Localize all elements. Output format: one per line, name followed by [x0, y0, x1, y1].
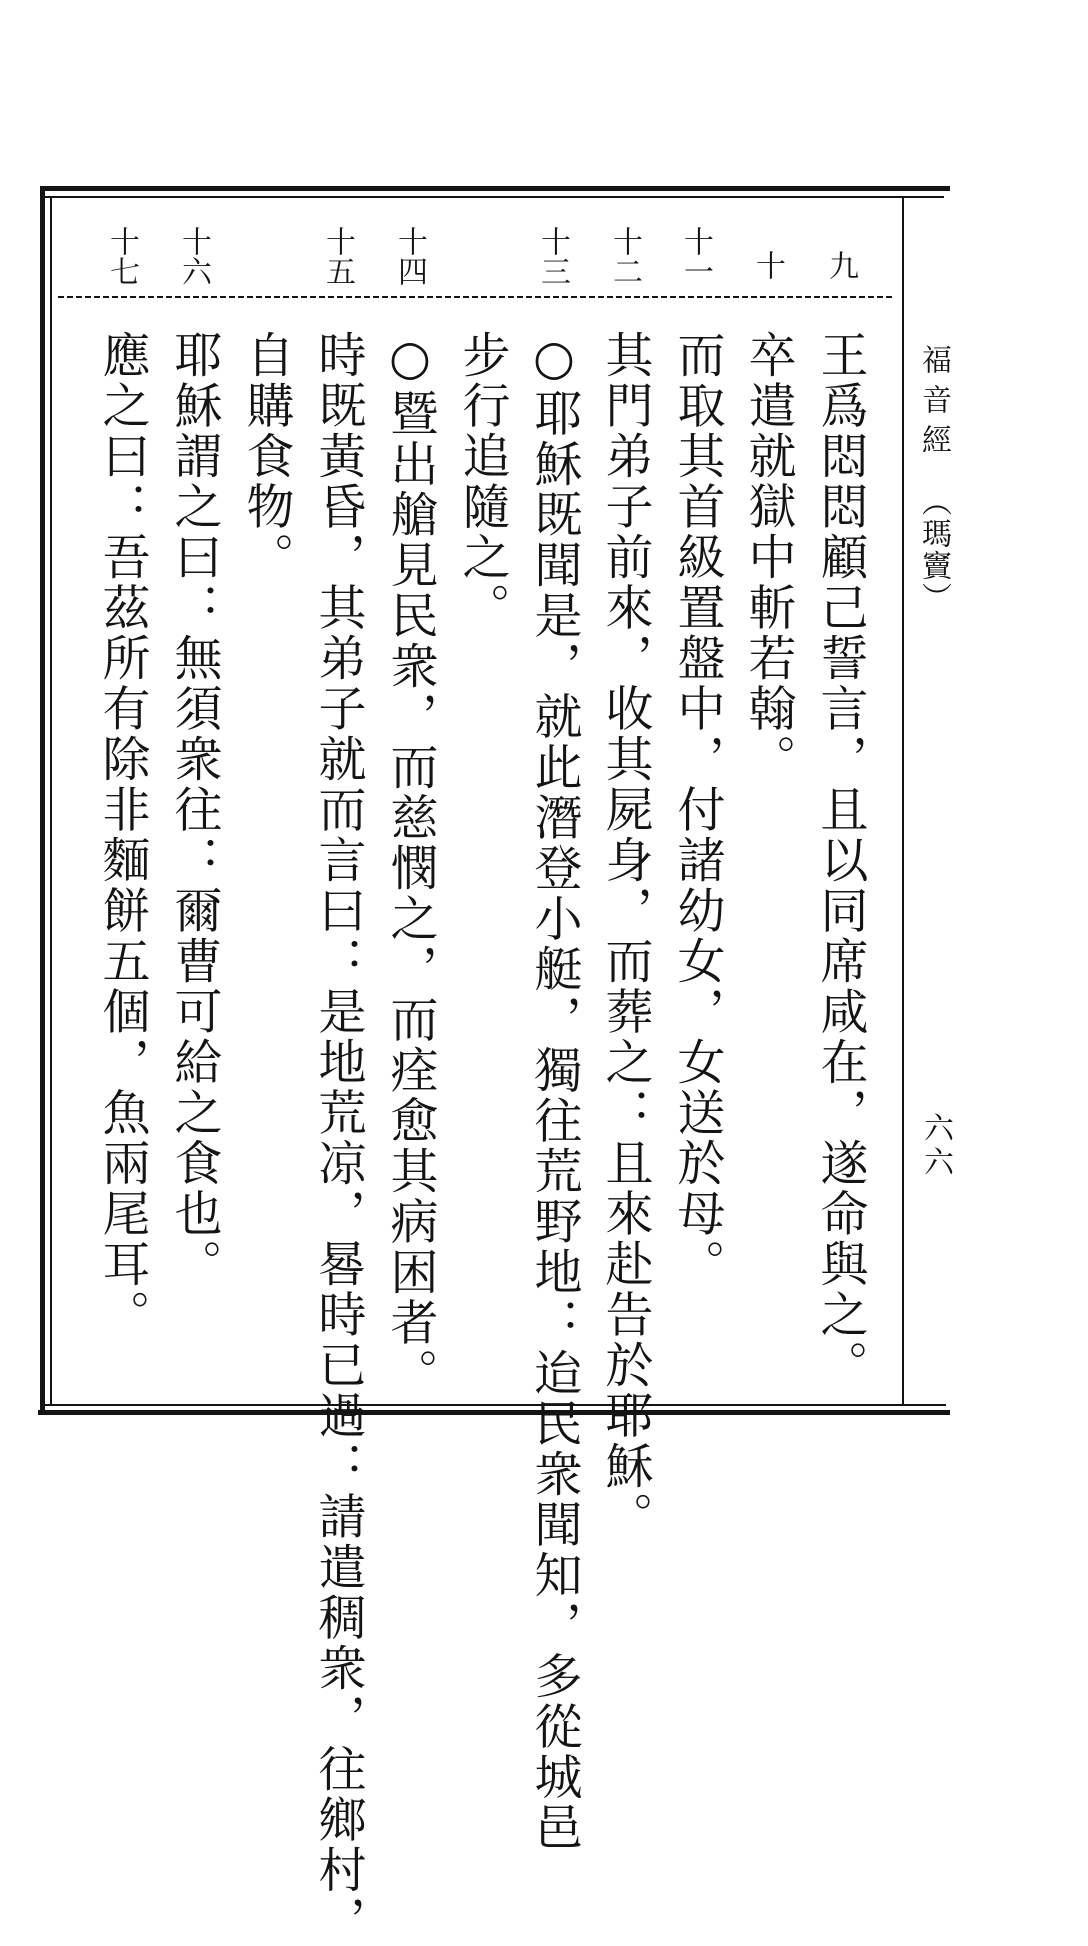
verse-text: ○暨出艙見民衆，而慈憫之，而痊愈其病困者。: [382, 330, 438, 1399]
book-title: 福音經: [916, 344, 951, 464]
verse-number: 十: [750, 250, 785, 280]
frame-bottom-thin-rule: [40, 1404, 946, 1406]
verse-text: 卒遣就獄中斬若翰。: [740, 330, 796, 785]
frame-left-thick-rule: [40, 186, 45, 1415]
verse-text: 而取其首級置盤中，付諸幼女，女送於母。: [669, 330, 725, 1290]
verse-number: 十二: [607, 226, 642, 286]
verse-number: 十四: [392, 226, 427, 286]
verse-number: 十三: [535, 226, 570, 286]
verse-text: 時既黃昏，其弟子就而言曰：是地荒凉，晷時已過：請遣稠衆，往鄉村，: [310, 330, 366, 1946]
frame-bottom-thick-rule: [38, 1410, 950, 1415]
frame-left-thin-rule: [50, 196, 52, 1406]
frame-top-thin-rule: [44, 196, 944, 198]
verse-number-separator: [58, 296, 892, 298]
verse-number: 九: [823, 250, 858, 280]
book-subtitle: （瑪竇）: [916, 486, 951, 614]
verse-number: 十六: [176, 226, 211, 286]
verse-number: 十五: [320, 226, 355, 286]
header-divider-rule: [902, 196, 904, 1406]
verse-number: 十一: [678, 226, 713, 286]
verse-text: 王爲悶悶顧己誓言，且以同席咸在，遂命與之。: [812, 330, 868, 1391]
verse-text: 其門弟子前來，收其屍身，而葬之：且來赴告於耶穌。: [597, 330, 653, 1542]
verse-text: ○耶穌既聞是，就此潛登小艇，獨往荒野地：迨民衆聞知，多從城邑: [526, 330, 582, 1853]
verse-number: 十七: [104, 226, 139, 286]
frame-top-thick-rule: [44, 186, 950, 191]
verse-text-continuation: 步行追隨之。: [454, 330, 510, 633]
verse-text-continuation: 自購食物。: [238, 330, 294, 583]
verse-text: 耶穌謂之曰：無須衆往：爾曹可給之食也。: [166, 330, 222, 1290]
page-number: 六六: [918, 1112, 953, 1180]
verse-text: 應之曰：吾茲所有除非麵餅五個，魚兩尾耳。: [94, 330, 150, 1340]
